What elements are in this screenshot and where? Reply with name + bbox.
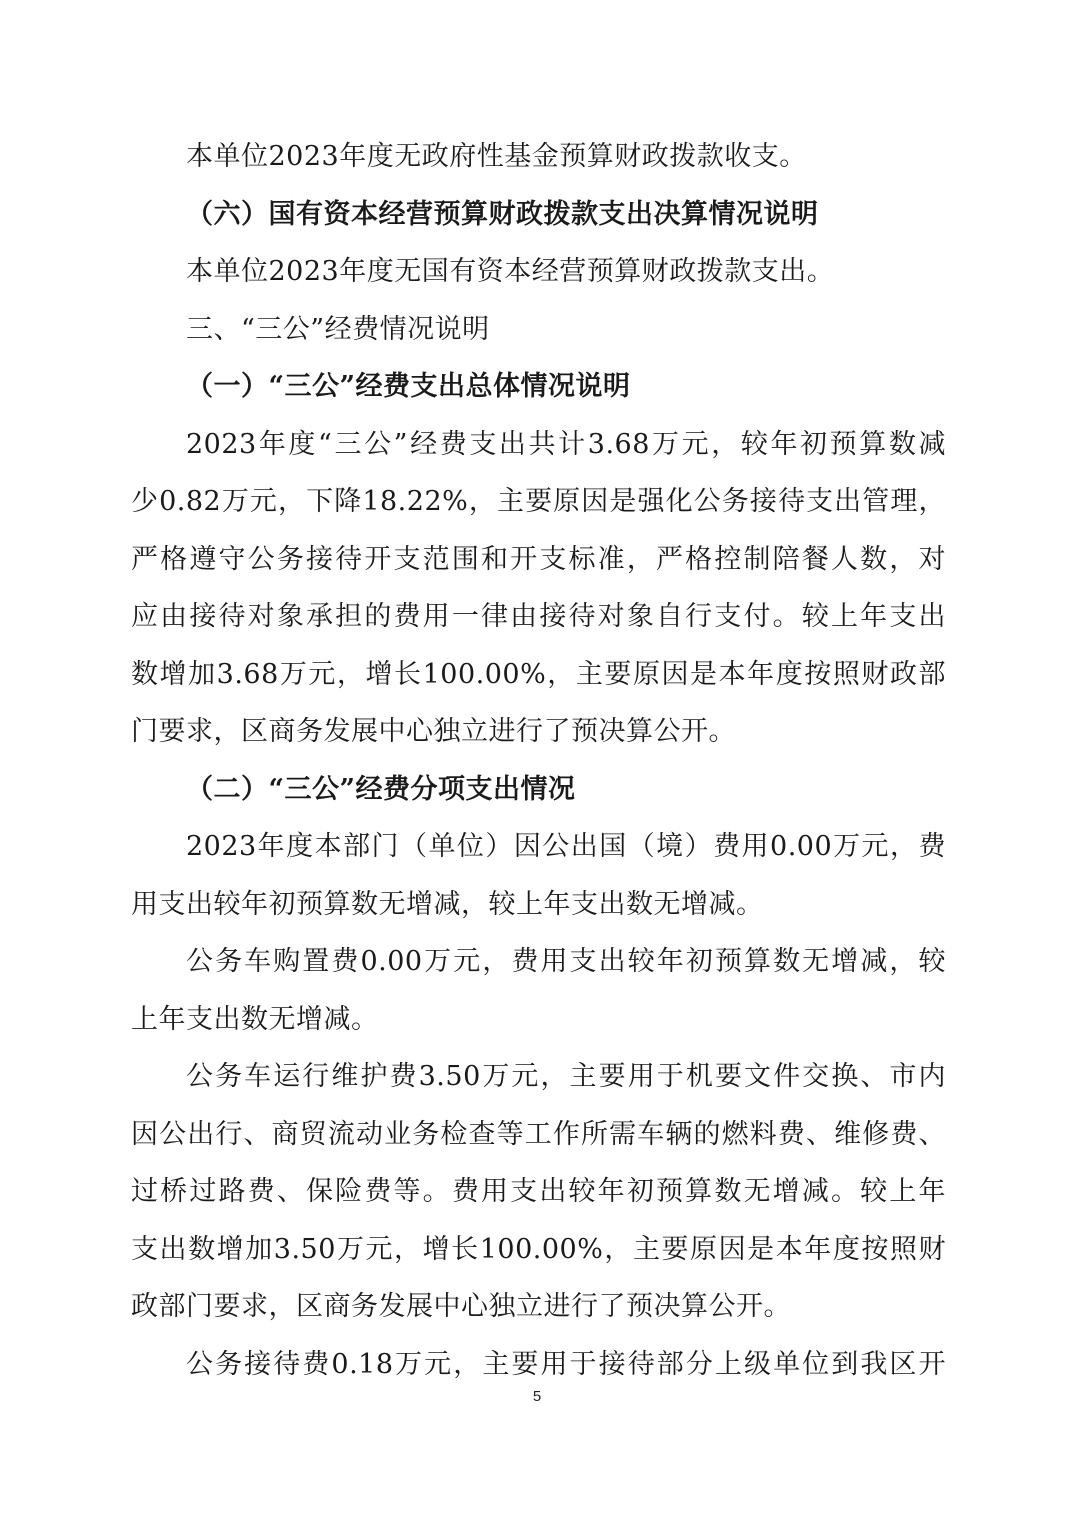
paragraph-line: 应由接待对象承担的费用一律由接待对象自行支付。较上年支出 — [131, 601, 946, 632]
paragraph-line: 支出数增加3.50万元，增长100.00%，主要原因是本年度按照财 — [131, 1233, 946, 1265]
section-heading: （二）“三公”经费分项支出情况 — [186, 773, 576, 805]
paragraph-line: 公务车运行维护费3.50万元，主要用于机要文件交换、市内 — [186, 1061, 946, 1092]
paragraph-line: 因公出行、商贸流动业务检查等工作所需车辆的燃料费、维修费、 — [131, 1118, 946, 1150]
paragraph-line: 过桥过路费、保险费等。费用支出较年初预算数无增减。较上年 — [131, 1176, 946, 1207]
paragraph-line: 数增加3.68万元，增长100.00%，主要原因是本年度按照财政部 — [131, 658, 946, 690]
section-heading: （六）国有资本经营预算财政拨款支出决算情况说明 — [186, 198, 819, 230]
section-heading: 三、“三公”经费情况说明 — [186, 313, 490, 345]
paragraph-line: 上年支出数无增减。 — [131, 1003, 379, 1035]
paragraph-line: 公务接待费0.18万元，主要用于接待部分上级单位到我区开 — [186, 1348, 946, 1380]
paragraph-line: 严格遵守公务接待开支范围和开支标准，严格控制陪餐人数，对 — [131, 543, 946, 575]
paragraph-line: 公务车购置费0.00万元，费用支出较年初预算数无增减，较 — [186, 946, 946, 977]
paragraph-line: 门要求，区商务发展中心独立进行了预决算公开。 — [131, 716, 736, 747]
paragraph-line: 本单位2023年度无国有资本经营预算财政拨款支出。 — [186, 256, 835, 287]
paragraph-line: 少0.82万元，下降18.22%，主要原因是强化公务接待支出管理， — [131, 486, 946, 517]
document-body — [131, 128, 946, 1393]
paragraph-line: 2023年度“三公”经费支出共计3.68万元，较年初预算数减 — [186, 428, 946, 460]
section-heading: （一）“三公”经费支出总体情况说明 — [186, 371, 631, 402]
page-number: 5 — [532, 1388, 542, 1405]
paragraph-line: 本单位2023年度无政府性基金预算财政拨款收支。 — [186, 141, 807, 172]
paragraph-line: 用支出较年初预算数无增减，较上年支出数无增减。 — [131, 888, 764, 920]
paragraph-line: 政部门要求，区商务发展中心独立进行了预决算公开。 — [131, 1291, 791, 1322]
paragraph-line: 2023年度本部门（单位）因公出国（境）费用0.00万元，费 — [186, 831, 946, 862]
